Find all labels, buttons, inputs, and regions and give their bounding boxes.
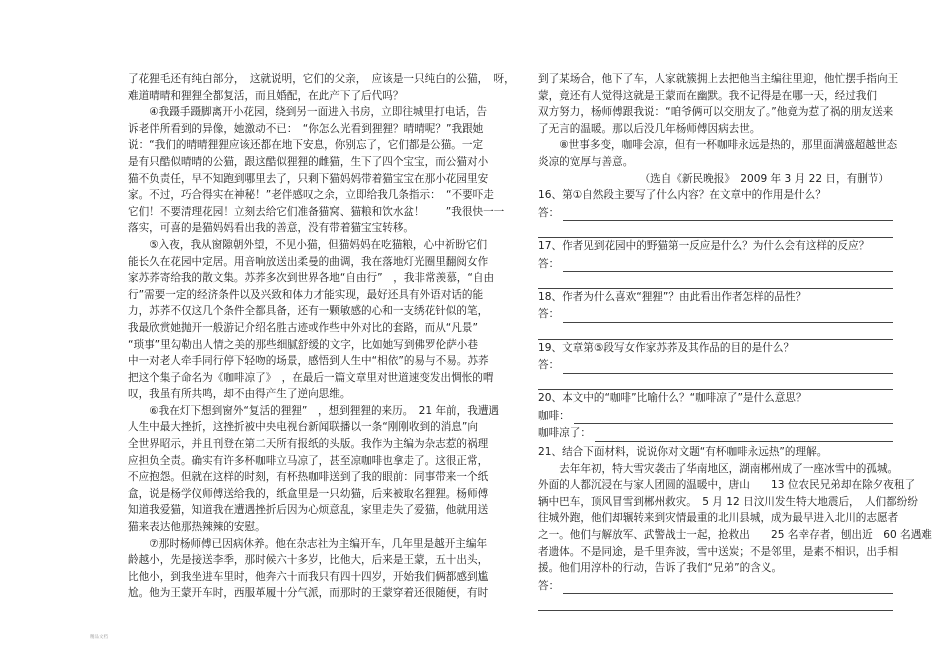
- article-line: ⑤入夜，我从窗隙朝外望，不见小猫，但猫妈妈在吃猫粮，心中祈盼它们: [128, 238, 488, 251]
- answer-label: 答：: [538, 206, 560, 219]
- article-line: 家苏荞寄给我的散文集。苏荞多次到世界各地“自由行” ，我非常羡慕，“自由: [128, 272, 495, 285]
- source-citation: （选自《新民晚报》 2009 年 3 月 22 日，有删节）: [639, 172, 889, 185]
- material-line: 辆中巴车，顶风冒雪到郴州救灾。 5 月 12 日汶川发生特大地震后， 人们都纷纷: [538, 495, 918, 508]
- answer-label: 答：: [538, 257, 560, 270]
- article-line: ④我蹑手蹑脚离开小花园，绕到另一面进入书房，立即往城里打电话，告: [128, 106, 488, 119]
- question-17-text: 17、作者见到花园中的野猫第一反应是什么？为什么会有这样的反应？: [538, 239, 870, 252]
- footer-mark: 精品文档: [90, 635, 108, 640]
- question-19-text: 19、文章第⑤段写女作家苏荞及其作品的目的是什么？: [538, 341, 795, 354]
- answer-18-line[interactable]: [538, 306, 893, 323]
- material-line: 之一。他们与解放军、武警战士一起，抢救出 25 名幸存者，刨出近 60 名遇难: [538, 529, 932, 542]
- answer-20-coffee-line[interactable]: [538, 408, 893, 425]
- article-line: “琐事”里勾勒出人情之美的那些细腻舒缓的文字，比如她写到佛罗伦萨小巷: [128, 338, 478, 351]
- article-line: 应担负全责。确实有许多杯咖啡立马凉了，甚至凉咖啡也拿走了。这很正常，: [128, 454, 489, 467]
- article-line: 把这个集子命名为《咖啡凉了》 ，在最后一篇文章里对世道速变发出惆怅的喟: [128, 371, 494, 384]
- article-line: 全世界昭示，并且刊登在第二天所有报纸的头版。我作为主编为杂志惹的祸理: [128, 438, 489, 451]
- answer-20-coffee-label: 咖啡：: [538, 409, 570, 422]
- answer-label: 答：: [538, 359, 560, 372]
- answer-16-extra-line[interactable]: [538, 221, 893, 238]
- answer-label: 答：: [538, 579, 560, 592]
- article-line: 落实，可喜的是猫妈妈看出我的善意，没有带着猫宝宝转移。: [128, 222, 415, 235]
- article-line: 了花狸毛还有纯白部分， 这就说明，它们的父亲， 应该是一只纯白的公猫， 呀，: [128, 73, 515, 85]
- article-line: ⑧世事多变，咖啡会凉，但有一杯咖啡永远是热的，那里面满盛超越世态: [538, 139, 898, 152]
- article-line: 诉老伴所看到的异像，她激动不已： “你怎么光看到狸狸？晴晴呢？”我跟她: [128, 122, 484, 135]
- article-line: 人生中最大挫折，这挫折被中央电视台新闻联播以一条“刚刚收到的消息”向: [128, 421, 478, 434]
- article-line: 双方努力，杨师傅跟我说：“咱爷俩可以交朋友了。”他竟为惹了祸的朋友送来: [538, 106, 894, 119]
- article-line: 比他小，到我坐进车里时，他奔六十而我只有四十四岁，开始我们俩都感到尴: [128, 570, 489, 583]
- article-line: 我最欣赏她抛开一般游记介绍名胜古迹或作些中外对比的套路，而从“凡景”: [128, 321, 478, 334]
- article-line: 猫不负责任，早不知跑到哪里去了，只剩下猫妈妈带着猫宝宝在那小花园里安: [128, 172, 489, 185]
- question-18: [538, 289, 893, 340]
- answer-19-extra-line[interactable]: [538, 374, 893, 391]
- question-17: [538, 238, 893, 289]
- article-line: 到了某场合，他下了车，人家就簇拥上去把他当主编往里迎，他忙摆手指向王: [538, 73, 899, 85]
- material-line: 去年年初，特大雪灾袭击了华南地区，湖南郴州成了一座冰雪中的孤城。: [538, 462, 899, 475]
- article-line: 了无言的温暖。那以后没几年杨师傅因病去世。: [538, 122, 761, 135]
- question-21: [538, 444, 932, 611]
- answer-17-line[interactable]: [538, 256, 893, 273]
- question-16: [538, 187, 893, 238]
- article-line: 能长久在花园中定居。用音响放送出柔曼的曲调，我在落地灯光圈里翻阅女作: [128, 255, 489, 268]
- question-20: [538, 390, 893, 442]
- material-line: 者遗体。不是同途，是千里奔波，雪中送炭；不是邻里，是素不相识，出手相: [538, 545, 899, 558]
- answer-19-line[interactable]: [538, 357, 893, 374]
- answer-18-extra-line[interactable]: [538, 323, 893, 340]
- question-21-text: 21、结合下面材料，说说你对文题“有杯咖啡永远热”的理解。: [538, 446, 828, 459]
- article-line: ⑥我在灯下想到窗外“复活的狸狸” ，想到狸狸的来历。 21 年前，我遭遇: [128, 404, 500, 417]
- article-line: 炎凉的宽厚与善意。: [538, 155, 634, 168]
- article-line: 力，苏荞不仅这几个条件全都具备，还有一颗敏感的心和一支绣花针似的笔，: [128, 305, 489, 318]
- answer-21-extra-line[interactable]: [538, 594, 893, 611]
- article-line: 猫来表达他那热辣辣的安慰。: [128, 521, 266, 534]
- article-line: 中一对老人牵手同行停下轻吻的场景，感悟到人生中“相依”的易与不易。苏荞: [128, 355, 489, 368]
- article-line: 它们！不要清理花园！立刻去给它们准备猫窝、猫粮和饮水盆！ ”我很快一一: [128, 205, 505, 218]
- question-20-text: 20、本文中的“咖啡”比喻什么？“咖啡凉了”是什么意思？: [538, 392, 807, 405]
- article-line: 龄越小，先是接送李季，那时候六十多岁，比他大，后来是王蒙，五十出头，: [128, 554, 489, 567]
- material-line: 外面的人都沉浸在与家人团圆的温暖中，唐山 13 位农民兄弟却在除夕夜租了: [538, 479, 916, 492]
- article-line: 叹，我虽有所共鸣，却不由得产生了逆向思维。: [128, 388, 351, 401]
- article-line: 蒙，竟还有人觉得这就是王蒙而在幽默。我不记得是在哪一天，经过我们: [538, 89, 877, 102]
- article-line: ⑦那时杨师傅已因病休养。他在杂志社为主编开车，几年里是越开主编年: [128, 537, 488, 550]
- question-16-text: 16、第①自然段主要写了什么内容？在文章中的作用是什么？: [538, 189, 826, 202]
- article-line: 盒，说是杨学仪师傅送给我的，纸盒里是一只幼猫，后来被取名狸狸。杨师傅: [128, 487, 489, 500]
- answer-20-cold-line[interactable]: [538, 425, 893, 442]
- question-19: [538, 340, 893, 391]
- answer-20-cold-label: 咖啡凉了：: [538, 427, 591, 440]
- answer-label: 答：: [538, 308, 560, 321]
- material-passage: [538, 461, 932, 577]
- article-line: 尬。他为王蒙开车时，西服革履十分气派，而那时的王蒙穿着还很随便，有时: [128, 587, 489, 600]
- article-line: 家。不过，巧合得实在神秘！”老伴感叹之余，立即给我几条指示： “不要吓走: [128, 189, 494, 202]
- article-line: 是有只酷似晴晴的公猫，跟这酷似狸狸的雌猫，生下了四个宝宝，而公猫对小: [128, 155, 489, 168]
- material-line: 援。他们用淳朴的行动，告诉了我们“兄弟”的含义。: [538, 562, 783, 575]
- article-line: 难道晴晴和狸狸全都复活，而且婚配，在此产下了后代吗？: [128, 89, 404, 102]
- answer-17-extra-line[interactable]: [538, 272, 893, 289]
- right-body: [538, 71, 899, 171]
- material-line: 往城外跑，他们却辗转来到灾情最重的北川县城，成为最早进入北川的志愿者: [538, 512, 899, 525]
- left-column: [128, 71, 515, 602]
- answer-16-line[interactable]: [538, 205, 893, 222]
- article-line: 说：“我们的晴晴狸狸应该还都在地下安息，你别忘了，它们都是公猫。一定: [128, 139, 484, 152]
- article-line: 知道我爱猫，知道我在遭遇挫折后因为心烦意乱，家里走失了爱猫，他就用送: [128, 504, 489, 517]
- article-line: 不应抱怨。但就在这样的时刻，有杯热咖啡送到了我的眼前：同事带来一个纸: [128, 471, 489, 484]
- right-column: [538, 71, 932, 611]
- question-18-text: 18、作者为什么喜欢“狸狸”？由此看出作者怎样的品性？: [538, 290, 807, 303]
- answer-21-line[interactable]: [538, 578, 893, 595]
- article-line: 行”需要一定的经济条件以及兴致和体力才能实现，最好还具有外语对话的能: [128, 288, 484, 301]
